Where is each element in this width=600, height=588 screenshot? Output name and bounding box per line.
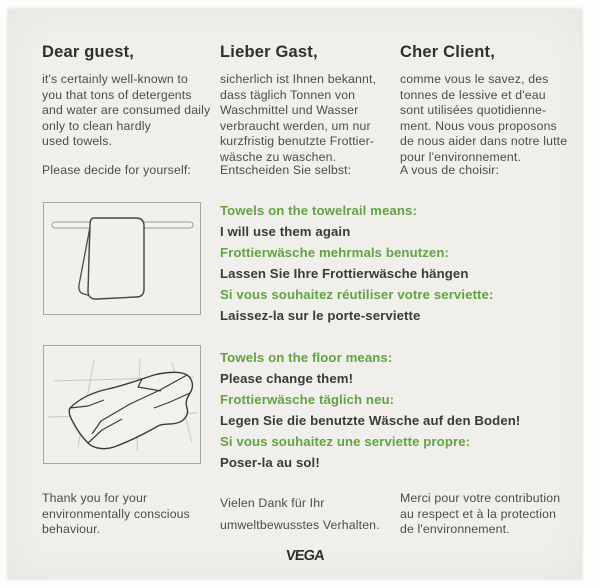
towel-on-floor-drawing xyxy=(44,346,200,463)
towel-on-floor-image xyxy=(43,345,201,464)
towel-rail-instructions xyxy=(220,200,582,326)
instruction-line: Poser-la au sol! xyxy=(220,455,320,470)
towel-on-rail-image xyxy=(43,202,201,315)
heading-english: Dear guest, xyxy=(42,43,135,61)
thanks-german xyxy=(220,493,380,536)
intro-english xyxy=(42,72,210,150)
decide-line-german: Entscheiden Sie selbst: xyxy=(220,163,352,177)
text-line: sont utilisées quotidienne- xyxy=(400,103,547,117)
text-line: you that tons of detergents xyxy=(42,87,192,102)
text-line: umweltbewusstes Verhalten. xyxy=(220,517,380,532)
intro-german xyxy=(220,72,376,165)
text-line: sicherlich ist Ihnen bekannt, xyxy=(220,72,377,86)
text-line: environmentally conscious xyxy=(42,506,190,521)
towel-card xyxy=(8,9,582,579)
instruction-line: Towels on the floor means: xyxy=(220,350,393,365)
text-line: only to clean hardly xyxy=(42,118,151,133)
text-line: it's certainly well-known to xyxy=(42,72,188,86)
text-line: verbraucht werden, um nur xyxy=(220,118,371,133)
vega-logo: VEGA xyxy=(285,548,325,564)
text-line: ment. Nous vous proposons xyxy=(400,118,557,133)
text-line: used towels. xyxy=(42,134,113,148)
instruction-line: Legen Sie die benutzte Wäsche auf den Boden! xyxy=(220,413,521,428)
instruction-line: Si vous souhaitez réutiliser votre serviette: xyxy=(220,287,494,302)
decide-line-french: A vous de choisir: xyxy=(400,163,500,177)
text-line: Waschmittel und Wasser xyxy=(220,103,359,117)
crumpled-towel xyxy=(69,372,192,448)
instruction-line: Laissez-la sur le porte-serviette xyxy=(220,308,421,323)
instruction-line: I will use them again xyxy=(220,224,351,239)
intro-french xyxy=(400,72,567,165)
instruction-line: Lassen Sie Ihre Frottierwäsche hängen xyxy=(220,266,469,281)
instruction-line: Si vous souhaitez une serviette propre: xyxy=(220,434,471,449)
text-line: and water are consumed daily xyxy=(42,103,211,117)
text-line: de l'environnement. xyxy=(400,522,510,536)
text-line: wäsche zu waschen. xyxy=(220,149,337,164)
heading-german: Lieber Gast, xyxy=(220,43,318,61)
text-line: kurzfristig benutzte Frottier- xyxy=(220,134,375,148)
text-line: Thank you for your xyxy=(42,491,148,505)
instruction-line: Frottierwäsche mehrmals benutzen: xyxy=(220,245,450,260)
text-line: Merci pour votre contribution xyxy=(400,491,561,505)
instruction-line: Please change them! xyxy=(220,371,354,386)
instruction-line: Towels on the towelrail means: xyxy=(220,203,417,218)
towel-floor-instructions xyxy=(220,347,582,473)
towel-on-rail-drawing xyxy=(44,203,200,314)
text-line: de nous aider dans notre lutte xyxy=(400,134,568,148)
thanks-english xyxy=(42,491,190,538)
text-line: comme vous le savez, des xyxy=(400,72,549,86)
text-line: tonnes de lessive et d'eau xyxy=(400,87,546,102)
text-line: pour l'environnement. xyxy=(400,149,522,164)
text-line: au respect et à la protection xyxy=(400,506,557,521)
text-line: Vielen Dank für Ihr xyxy=(220,496,325,510)
text-line: behaviour. xyxy=(42,522,101,536)
hanging-towel xyxy=(88,218,144,299)
decide-line-english: Please decide for yourself: xyxy=(42,163,191,177)
heading-french: Cher Client, xyxy=(400,43,495,61)
thanks-french xyxy=(400,491,560,538)
text-line: dass täglich Tonnen von xyxy=(220,87,356,102)
instruction-line: Frottierwäsche täglich neu: xyxy=(220,392,395,407)
